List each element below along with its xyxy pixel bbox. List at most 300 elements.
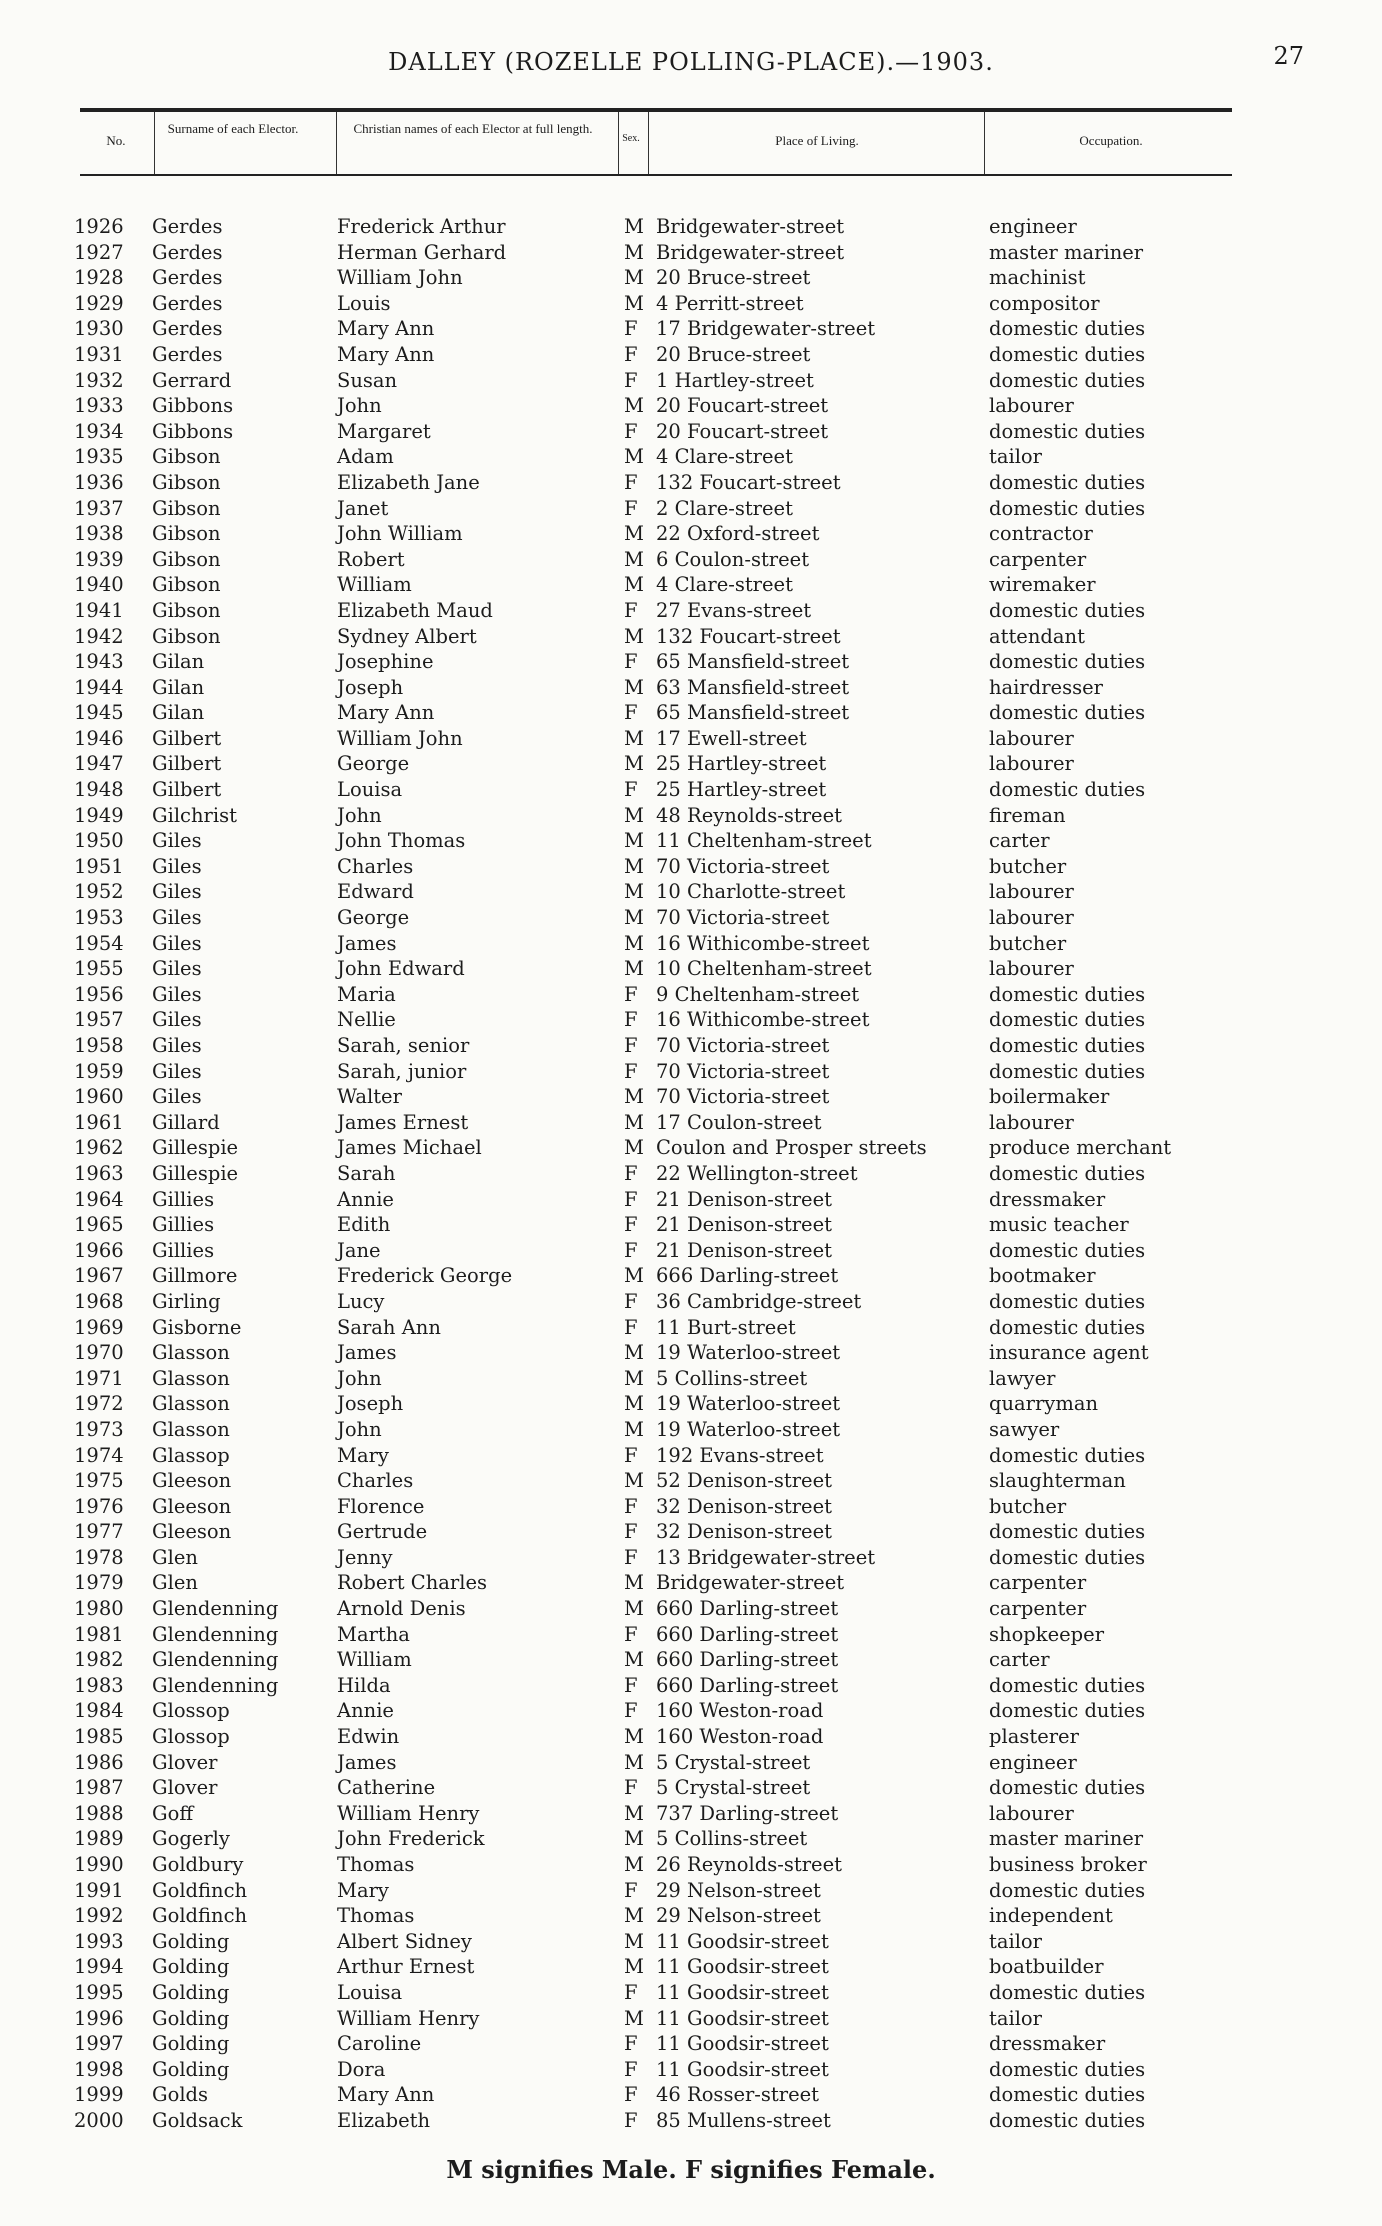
elector-occupation: dressmaker	[989, 2032, 1106, 2056]
elector-table	[74, 214, 1294, 2134]
elector-occupation: tailor	[989, 1929, 1042, 1953]
elector-place-of-living: 11 Burt-street	[656, 1315, 796, 1339]
table-row	[74, 1903, 1294, 1929]
elector-christian-names: James	[337, 1750, 397, 1774]
table-row	[74, 1545, 1294, 1571]
elector-place-of-living: 21 Denison-street	[656, 1238, 832, 1262]
elector-sex: M	[624, 675, 644, 699]
elector-sex: F	[624, 2083, 638, 2107]
elector-occupation: domestic duties	[989, 368, 1146, 392]
elector-surname: Gisborne	[152, 1315, 242, 1339]
elector-christian-names: Jane	[337, 1238, 381, 1262]
elector-place-of-living: 52 Denison-street	[656, 1469, 832, 1493]
elector-sex: M	[624, 1417, 644, 1441]
elector-christian-names: Sarah	[337, 1161, 396, 1185]
elector-place-of-living: 10 Cheltenham-street	[656, 957, 872, 981]
column-divider	[336, 112, 337, 174]
elector-sex: F	[624, 1443, 638, 1467]
elector-occupation: domestic duties	[989, 2083, 1146, 2107]
elector-occupation: domestic duties	[989, 1520, 1146, 1544]
elector-christian-names: Arthur Ernest	[337, 1955, 475, 1979]
elector-place-of-living: 11 Goodsir-street	[656, 1955, 829, 1979]
elector-surname: Gilbert	[152, 778, 222, 802]
elector-surname: Gleeson	[152, 1520, 232, 1544]
elector-place-of-living: 17 Coulon-street	[656, 1110, 822, 1134]
elector-surname: Gibson	[152, 573, 221, 597]
elector-occupation: domestic duties	[989, 317, 1146, 341]
elector-surname: Gerdes	[152, 342, 223, 366]
elector-number: 1996	[74, 2006, 124, 2030]
elector-place-of-living: Coulon and Prosper streets	[656, 1136, 927, 1160]
elector-occupation: contractor	[989, 522, 1093, 546]
elector-christian-names: Frederick George	[337, 1264, 513, 1288]
elector-place-of-living: 63 Mansfield-street	[656, 675, 850, 699]
elector-occupation: labourer	[989, 1110, 1074, 1134]
elector-surname: Gillard	[152, 1110, 220, 1134]
elector-surname: Gerdes	[152, 215, 223, 238]
elector-surname: Gleeson	[152, 1494, 232, 1518]
elector-christian-names: Mary Ann	[337, 2083, 435, 2107]
elector-christian-names: James	[337, 931, 397, 955]
elector-christian-names: James Ernest	[337, 1110, 469, 1134]
elector-number: 1948	[74, 778, 124, 802]
elector-christian-names: John	[337, 1366, 382, 1390]
elector-number: 1929	[74, 291, 124, 315]
elector-place-of-living: 22 Oxford-street	[656, 522, 820, 546]
column-header-surname: Surname of each Elector.	[167, 121, 299, 136]
elector-place-of-living: 160 Weston-road	[656, 1725, 824, 1749]
elector-occupation: domestic duties	[989, 1289, 1146, 1313]
elector-sex: M	[624, 1725, 644, 1749]
elector-sex: F	[624, 1494, 638, 1518]
elector-place-of-living: 11 Goodsir-street	[656, 1980, 829, 2004]
elector-surname: Gillies	[152, 1238, 215, 1262]
elector-christian-names: William John	[337, 726, 463, 750]
elector-occupation: produce merchant	[989, 1136, 1172, 1160]
elector-christian-names: Louisa	[337, 778, 403, 802]
table-row	[74, 624, 1294, 650]
elector-place-of-living: Bridgewater-street	[656, 240, 845, 264]
sex-legend: M signifies Male. F signifies Female.	[446, 2155, 936, 2184]
elector-place-of-living: 21 Denison-street	[656, 1213, 832, 1237]
elector-surname: Girling	[152, 1289, 221, 1313]
elector-christian-names: James	[337, 1341, 397, 1365]
elector-place-of-living: 17 Ewell-street	[656, 726, 807, 750]
elector-place-of-living: 25 Hartley-street	[656, 752, 827, 776]
elector-christian-names: Josephine	[337, 650, 434, 674]
elector-number: 1930	[74, 317, 124, 341]
elector-place-of-living: 132 Foucart-street	[656, 470, 841, 494]
elector-number: 1985	[74, 1725, 124, 1749]
table-row	[74, 1519, 1294, 1545]
elector-occupation: domestic duties	[989, 1238, 1146, 1262]
elector-occupation: engineer	[989, 215, 1077, 238]
elector-place-of-living: 36 Cambridge-street	[656, 1289, 862, 1313]
elector-occupation: carter	[989, 1648, 1050, 1672]
elector-christian-names: Joseph	[337, 1392, 404, 1416]
elector-surname: Golding	[152, 2032, 230, 2056]
elector-christian-names: Thomas	[337, 1853, 415, 1876]
elector-occupation: domestic duties	[989, 1878, 1146, 1902]
table-row	[74, 1596, 1294, 1622]
table-row	[74, 1852, 1294, 1878]
elector-place-of-living: 70 Victoria-street	[656, 1059, 830, 1083]
elector-place-of-living: 20 Foucart-street	[656, 394, 829, 418]
elector-place-of-living: 85 Mullens-street	[656, 2108, 831, 2132]
table-row	[74, 777, 1294, 803]
elector-surname: Giles	[152, 1034, 202, 1057]
elector-sex: M	[624, 726, 644, 750]
elector-sex: M	[624, 573, 644, 597]
elector-number: 1989	[74, 1827, 124, 1851]
elector-place-of-living: 4 Clare-street	[656, 445, 793, 469]
elector-surname: Glasson	[152, 1392, 230, 1416]
elector-surname: Giles	[152, 854, 202, 878]
elector-number: 1958	[74, 1034, 124, 1057]
elector-place-of-living: 27 Evans-street	[656, 598, 812, 622]
elector-number: 1940	[74, 573, 124, 597]
elector-occupation: carter	[989, 829, 1050, 853]
elector-number: 1968	[74, 1289, 124, 1313]
elector-place-of-living: 19 Waterloo-street	[656, 1417, 841, 1441]
elector-place-of-living: 11 Goodsir-street	[656, 2032, 829, 2056]
elector-occupation: domestic duties	[989, 1673, 1146, 1697]
elector-place-of-living: 2 Clare-street	[656, 496, 793, 520]
table-row	[74, 1929, 1294, 1955]
table-row	[74, 1673, 1294, 1699]
elector-surname: Glen	[152, 1571, 198, 1595]
elector-number: 1955	[74, 957, 124, 981]
elector-sex: F	[624, 496, 638, 520]
elector-sex: M	[624, 445, 644, 469]
table-row	[74, 2108, 1294, 2134]
elector-sex: M	[624, 547, 644, 571]
elector-christian-names: Sarah Ann	[337, 1315, 441, 1339]
elector-christian-names: Elizabeth Maud	[337, 598, 493, 622]
elector-place-of-living: 70 Victoria-street	[656, 854, 830, 878]
elector-surname: Glendenning	[152, 1597, 279, 1621]
elector-place-of-living: 9 Cheltenham-street	[656, 982, 860, 1006]
elector-place-of-living: 5 Crystal-street	[656, 1750, 811, 1774]
elector-surname: Gillies	[152, 1187, 215, 1211]
elector-sex: M	[624, 1110, 644, 1134]
elector-surname: Gibson	[152, 624, 221, 648]
elector-place-of-living: 11 Goodsir-street	[656, 2006, 829, 2030]
elector-place-of-living: 32 Denison-street	[656, 1494, 832, 1518]
elector-place-of-living: 65 Mansfield-street	[656, 650, 850, 674]
elector-surname: Glover	[152, 1750, 218, 1774]
elector-christian-names: Charles	[337, 1469, 414, 1493]
elector-surname: Gillies	[152, 1213, 215, 1237]
elector-surname: Gillespie	[152, 1136, 239, 1160]
table-row	[74, 905, 1294, 931]
elector-place-of-living: 26 Reynolds-street	[656, 1853, 842, 1876]
elector-number: 1954	[74, 931, 124, 955]
elector-surname: Golding	[152, 2006, 230, 2030]
elector-sex: M	[624, 522, 644, 546]
elector-christian-names: Adam	[337, 445, 394, 469]
elector-occupation: labourer	[989, 752, 1074, 776]
elector-number: 1934	[74, 419, 124, 443]
table-row	[74, 444, 1294, 470]
elector-place-of-living: 666 Darling-street	[656, 1264, 839, 1288]
table-row	[74, 1775, 1294, 1801]
elector-sex: F	[624, 982, 638, 1006]
elector-occupation: domestic duties	[989, 419, 1146, 443]
elector-place-of-living: 10 Charlotte-street	[656, 880, 846, 904]
elector-place-of-living: 13 Bridgewater-street	[656, 1545, 876, 1569]
elector-place-of-living: 21 Denison-street	[656, 1187, 832, 1211]
elector-sex: F	[624, 2032, 638, 2056]
elector-christian-names: Florence	[337, 1494, 425, 1518]
table-row	[74, 598, 1294, 624]
elector-sex: M	[624, 1085, 644, 1109]
elector-sex: F	[624, 1008, 638, 1032]
column-header-row	[80, 112, 1232, 176]
table-row	[74, 1878, 1294, 1904]
elector-occupation: quarryman	[989, 1392, 1099, 1416]
elector-occupation: machinist	[989, 266, 1086, 290]
elector-occupation: domestic duties	[989, 1059, 1146, 1083]
elector-occupation: plasterer	[989, 1725, 1079, 1749]
elector-sex: F	[624, 1622, 638, 1646]
elector-place-of-living: 4 Perritt-street	[656, 291, 804, 315]
elector-surname: Gibson	[152, 496, 221, 520]
elector-christian-names: Albert Sidney	[337, 1929, 472, 1953]
elector-christian-names: Elizabeth Jane	[337, 470, 480, 494]
table-row	[74, 2082, 1294, 2108]
table-row	[74, 1263, 1294, 1289]
table-row	[74, 1315, 1294, 1341]
elector-occupation: tailor	[989, 445, 1042, 469]
elector-occupation: insurance agent	[989, 1341, 1149, 1365]
elector-place-of-living: 70 Victoria-street	[656, 906, 830, 930]
elector-surname: Goldfinch	[152, 1904, 248, 1928]
elector-christian-names: Annie	[337, 1187, 394, 1211]
elector-occupation: carpenter	[989, 1571, 1087, 1595]
elector-sex: M	[624, 1571, 644, 1595]
elector-christian-names: John	[337, 1417, 382, 1441]
elector-sex: F	[624, 598, 638, 622]
elector-christian-names: Gertrude	[337, 1520, 428, 1544]
elector-number: 1979	[74, 1571, 124, 1595]
table-row	[74, 572, 1294, 598]
elector-surname: Gibson	[152, 598, 221, 622]
elector-christian-names: Joseph	[337, 675, 404, 699]
table-row	[74, 393, 1294, 419]
elector-surname: Glover	[152, 1776, 218, 1800]
elector-sex: M	[624, 752, 644, 776]
elector-place-of-living: 132 Foucart-street	[656, 624, 841, 648]
elector-sex: F	[624, 1161, 638, 1185]
elector-occupation: butcher	[989, 854, 1067, 878]
elector-sex: M	[624, 803, 644, 827]
elector-surname: Gilan	[152, 675, 205, 699]
elector-occupation: bootmaker	[989, 1264, 1096, 1288]
elector-occupation: fireman	[989, 803, 1066, 827]
elector-number: 1963	[74, 1161, 124, 1185]
elector-number: 1966	[74, 1238, 124, 1262]
elector-number: 1941	[74, 598, 124, 622]
elector-place-of-living: 5 Crystal-street	[656, 1776, 811, 1800]
table-row	[74, 1570, 1294, 1596]
elector-christian-names: Nellie	[337, 1008, 396, 1032]
elector-surname: Gillespie	[152, 1161, 239, 1185]
elector-occupation: dressmaker	[989, 1187, 1106, 1211]
elector-surname: Gibson	[152, 547, 221, 571]
table-row	[74, 214, 1294, 240]
elector-place-of-living: 11 Cheltenham-street	[656, 829, 872, 853]
elector-sex: M	[624, 880, 644, 904]
elector-christian-names: Maria	[337, 982, 396, 1006]
elector-occupation: labourer	[989, 394, 1074, 418]
elector-sex: M	[624, 906, 644, 930]
elector-place-of-living: 22 Wellington-street	[656, 1161, 858, 1185]
elector-sex: M	[624, 931, 644, 955]
column-header-occupation: Occupation.	[1079, 133, 1143, 148]
table-row	[74, 1750, 1294, 1776]
elector-number: 1990	[74, 1853, 124, 1876]
elector-christian-names: William	[337, 1648, 412, 1672]
elector-occupation: shopkeeper	[989, 1622, 1105, 1646]
elector-christian-names: Catherine	[337, 1776, 436, 1800]
elector-number: 1976	[74, 1494, 124, 1518]
elector-christian-names: William	[337, 573, 412, 597]
table-row	[74, 1340, 1294, 1366]
elector-surname: Gibson	[152, 470, 221, 494]
elector-surname: Giles	[152, 829, 202, 853]
elector-place-of-living: 29 Nelson-street	[656, 1904, 821, 1928]
elector-place-of-living: 70 Victoria-street	[656, 1034, 830, 1057]
elector-occupation: lawyer	[989, 1366, 1056, 1390]
elector-place-of-living: 11 Goodsir-street	[656, 2057, 829, 2081]
elector-surname: Golding	[152, 1955, 230, 1979]
elector-place-of-living: 16 Withicombe-street	[656, 931, 870, 955]
elector-place-of-living: 70 Victoria-street	[656, 1085, 830, 1109]
elector-occupation: domestic duties	[989, 496, 1146, 520]
elector-occupation: master mariner	[989, 1827, 1144, 1851]
elector-surname: Gerdes	[152, 291, 223, 315]
elector-number: 1975	[74, 1469, 124, 1493]
elector-surname: Gerdes	[152, 240, 223, 264]
elector-christian-names: Herman Gerhard	[337, 240, 507, 264]
elector-sex: M	[624, 1597, 644, 1621]
table-row	[74, 2006, 1294, 2032]
elector-number: 1937	[74, 496, 124, 520]
table-row	[74, 1084, 1294, 1110]
table-row	[74, 1110, 1294, 1136]
elector-sex: F	[624, 701, 638, 725]
table-row	[74, 675, 1294, 701]
elector-occupation: boilermaker	[989, 1085, 1110, 1109]
table-row	[74, 368, 1294, 394]
elector-sex: M	[624, 1264, 644, 1288]
elector-number: 1998	[74, 2057, 124, 2081]
elector-occupation: sawyer	[989, 1417, 1060, 1441]
elector-surname: Glendenning	[152, 1648, 279, 1672]
elector-occupation: domestic duties	[989, 470, 1146, 494]
elector-surname: Gilan	[152, 650, 205, 674]
elector-place-of-living: 65 Mansfield-street	[656, 701, 850, 725]
elector-christian-names: William Henry	[337, 2006, 480, 2030]
elector-place-of-living: 20 Bruce-street	[656, 266, 811, 290]
elector-sex: F	[624, 1878, 638, 1902]
elector-place-of-living: 19 Waterloo-street	[656, 1392, 841, 1416]
elector-surname: Gilbert	[152, 726, 222, 750]
elector-christian-names: Annie	[337, 1699, 394, 1723]
elector-number: 1994	[74, 1955, 124, 1979]
elector-number: 1993	[74, 1929, 124, 1953]
page-title: DALLEY (ROZELLE POLLING-PLACE).—1903.	[388, 48, 994, 76]
elector-occupation: labourer	[989, 957, 1074, 981]
elector-christian-names: Mary Ann	[337, 342, 435, 366]
elector-sex: F	[624, 470, 638, 494]
table-row	[74, 342, 1294, 368]
elector-sex: F	[624, 2108, 638, 2132]
elector-sex: M	[624, 624, 644, 648]
elector-surname: Gilan	[152, 701, 205, 725]
elector-occupation: domestic duties	[989, 1034, 1146, 1057]
elector-christian-names: Louis	[337, 291, 391, 315]
elector-christian-names: Mary Ann	[337, 701, 435, 725]
table-row	[74, 700, 1294, 726]
elector-sex: F	[624, 419, 638, 443]
elector-occupation: boatbuilder	[989, 1955, 1104, 1979]
elector-number: 1974	[74, 1443, 124, 1467]
elector-occupation: domestic duties	[989, 598, 1146, 622]
elector-surname: Gogerly	[152, 1827, 230, 1851]
elector-number: 1991	[74, 1878, 124, 1902]
elector-surname: Goldsack	[152, 2108, 243, 2132]
elector-sex: F	[624, 1187, 638, 1211]
elector-occupation: domestic duties	[989, 2057, 1146, 2081]
elector-sex: M	[624, 1136, 644, 1160]
elector-surname: Glasson	[152, 1417, 230, 1441]
column-divider	[648, 112, 649, 174]
elector-number: 1973	[74, 1417, 124, 1441]
elector-christian-names: Arnold Denis	[337, 1597, 466, 1621]
elector-christian-names: Margaret	[337, 419, 431, 443]
elector-sex: M	[624, 1904, 644, 1928]
elector-sex: F	[624, 778, 638, 802]
table-row	[74, 1826, 1294, 1852]
elector-christian-names: Lucy	[337, 1289, 385, 1313]
elector-place-of-living: 20 Bruce-street	[656, 342, 811, 366]
elector-number: 1970	[74, 1341, 124, 1365]
elector-surname: Gibson	[152, 445, 221, 469]
column-divider	[618, 112, 619, 174]
elector-sex: M	[624, 1366, 644, 1390]
table-row	[74, 1033, 1294, 1059]
elector-number: 1953	[74, 906, 124, 930]
elector-sex: M	[624, 1853, 644, 1876]
table-row	[74, 1238, 1294, 1264]
elector-occupation: carpenter	[989, 547, 1087, 571]
elector-place-of-living: 17 Bridgewater-street	[656, 317, 876, 341]
elector-number: 1980	[74, 1597, 124, 1621]
elector-place-of-living: Bridgewater-street	[656, 215, 845, 238]
elector-place-of-living: 160 Weston-road	[656, 1699, 824, 1723]
elector-christian-names: James Michael	[337, 1136, 482, 1160]
elector-number: 1999	[74, 2083, 124, 2107]
elector-surname: Gibson	[152, 522, 221, 546]
elector-number: 1964	[74, 1187, 124, 1211]
elector-sex: F	[624, 317, 638, 341]
elector-occupation: domestic duties	[989, 701, 1146, 725]
table-row	[74, 982, 1294, 1008]
elector-place-of-living: 48 Reynolds-street	[656, 803, 842, 827]
elector-number: 1992	[74, 1904, 124, 1928]
